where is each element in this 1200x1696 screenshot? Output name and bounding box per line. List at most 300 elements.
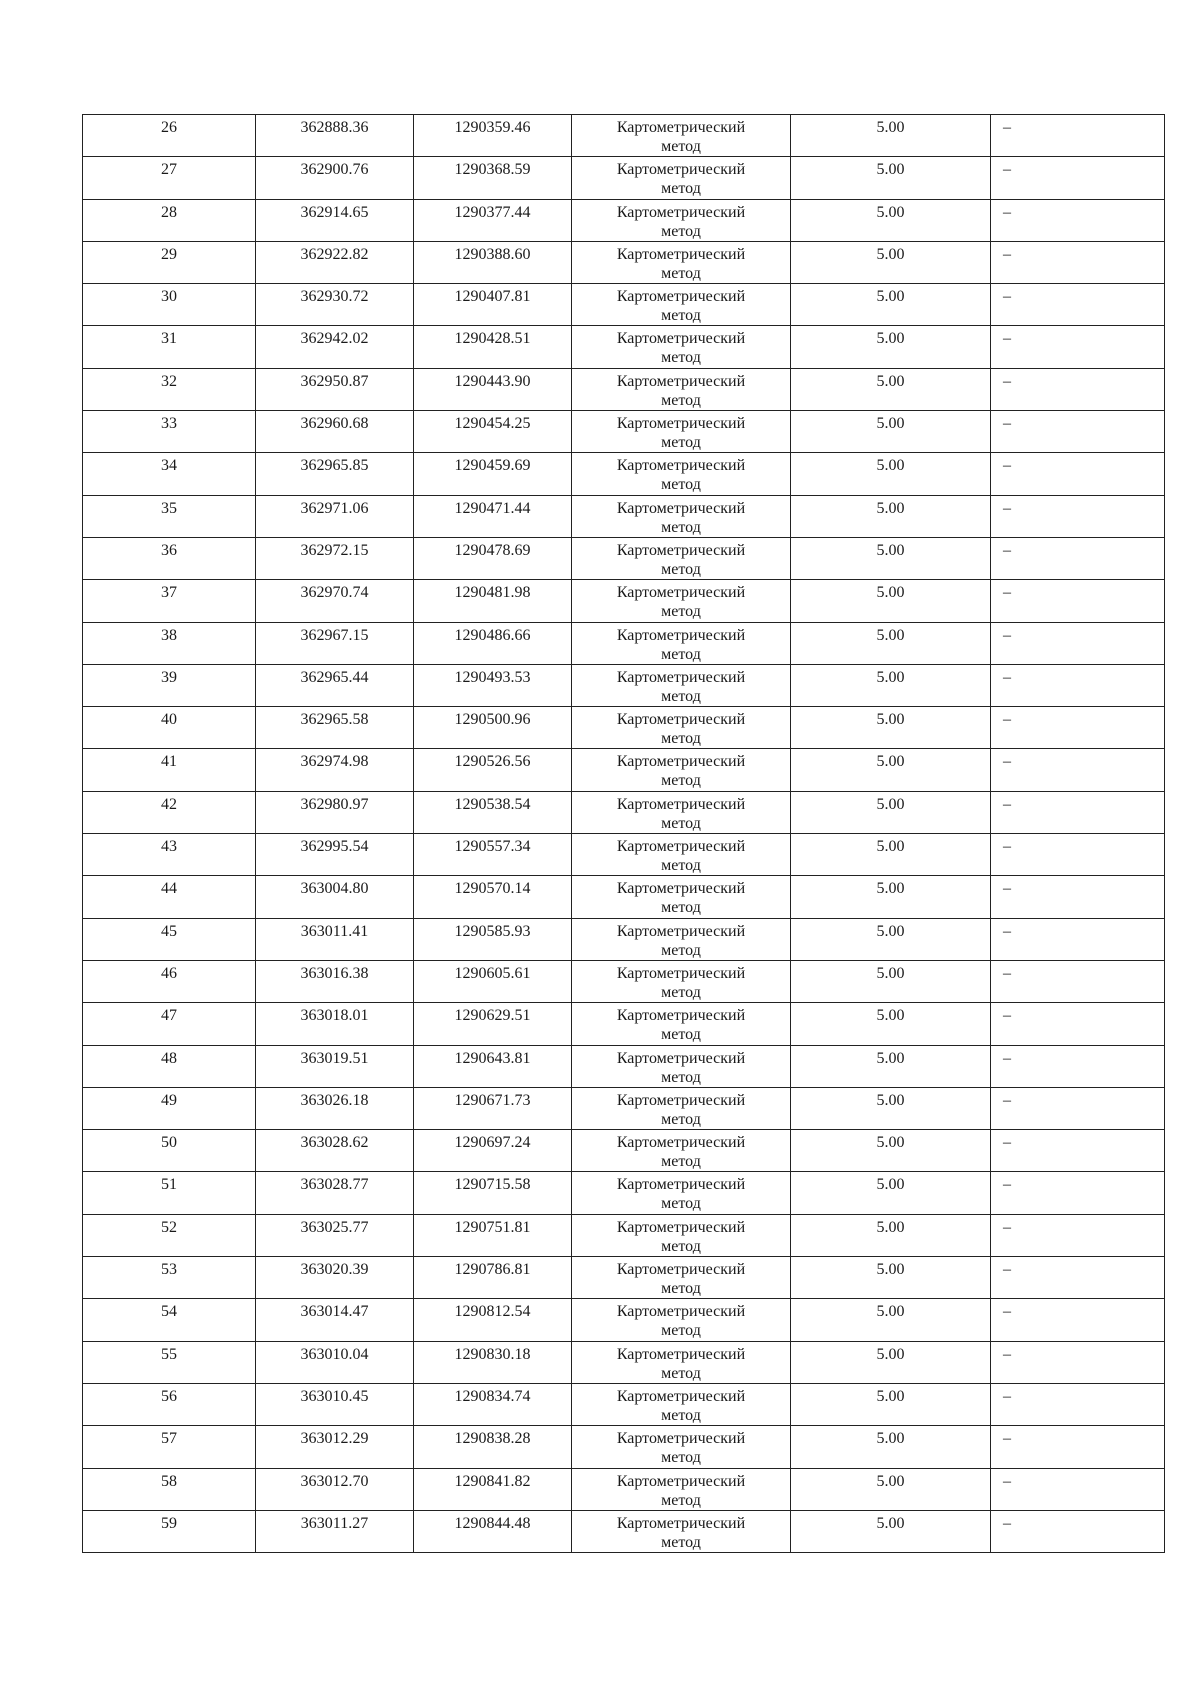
method-text — [572, 961, 790, 1002]
accuracy-cell-text: 5.00 — [876, 1472, 905, 1490]
coord-x-cell-text: 362888.36 — [300, 119, 369, 136]
accuracy-cell-text: 5.00 — [876, 668, 905, 686]
table-row — [83, 241, 1165, 283]
accuracy-cell-text: 5.00 — [876, 880, 905, 898]
description-cell — [991, 580, 1165, 622]
point-number-cell-text: 55 — [161, 1345, 177, 1363]
method-text — [572, 1003, 790, 1044]
table-row — [83, 1299, 1165, 1341]
description-cell — [991, 495, 1165, 537]
accuracy-cell — [791, 326, 991, 368]
description-cell — [991, 707, 1165, 749]
point-number-cell — [83, 1172, 256, 1214]
method-line2: метод — [661, 687, 701, 705]
coord-x-cell — [256, 1510, 414, 1552]
point-number-cell-text: 58 — [161, 1472, 177, 1490]
coord-x-cell — [256, 495, 414, 537]
method-line2: метод — [661, 518, 701, 536]
coord-x-cell-text: 362965.44 — [300, 668, 369, 686]
coord-y-cell-text: 1290715.58 — [454, 1176, 531, 1194]
point-number-cell-text: 57 — [161, 1430, 177, 1448]
coord-x-cell — [256, 453, 414, 495]
coord-x-cell-text: 363026.18 — [300, 1091, 369, 1109]
description-cell — [991, 1045, 1165, 1087]
accuracy-cell — [791, 157, 991, 199]
coord-x-cell-text: 363020.39 — [300, 1261, 369, 1279]
point-number-cell — [83, 453, 256, 495]
method-line1: Картометрический — [616, 584, 746, 602]
table-row — [83, 580, 1165, 622]
coord-x-cell — [256, 791, 414, 833]
method-text — [572, 919, 790, 960]
description-cell — [991, 1468, 1165, 1510]
description-cell — [991, 537, 1165, 579]
coord-y-cell — [414, 326, 572, 368]
description-cell — [991, 918, 1165, 960]
coord-y-cell-text: 1290841.82 — [454, 1472, 531, 1490]
coord-y-cell — [414, 453, 572, 495]
accuracy-cell — [791, 115, 991, 157]
method-line1: Картометрический — [616, 668, 746, 686]
method-line2: метод — [661, 1237, 701, 1255]
coord-y-cell-text: 1290751.81 — [454, 1218, 531, 1236]
coord-y-cell-text: 1290830.18 — [454, 1345, 531, 1363]
accuracy-cell-text: 5.00 — [876, 964, 905, 982]
description-cell — [991, 453, 1165, 495]
description-cell-text: – — [1003, 1218, 1011, 1236]
description-cell — [991, 1426, 1165, 1468]
method-line1: Картометрический — [616, 795, 746, 813]
method-cell — [572, 1045, 791, 1087]
table-row — [83, 960, 1165, 1002]
coord-x-cell — [256, 368, 414, 410]
coord-x-cell — [256, 1468, 414, 1510]
point-number-cell-text: 43 — [161, 838, 177, 856]
accuracy-cell — [791, 876, 991, 918]
point-number-cell-text: 30 — [161, 288, 177, 306]
accuracy-cell-text: 5.00 — [876, 1430, 905, 1448]
point-number-cell-text: 54 — [161, 1303, 177, 1321]
method-text — [572, 115, 790, 156]
accuracy-cell-text: 5.00 — [876, 1134, 905, 1152]
description-cell-text: – — [1003, 541, 1011, 559]
coordinates-table-body — [83, 115, 1165, 1553]
coord-y-cell-text: 1290388.60 — [454, 245, 531, 263]
accuracy-cell — [791, 1087, 991, 1129]
method-cell — [572, 918, 791, 960]
description-cell — [991, 326, 1165, 368]
method-cell — [572, 284, 791, 326]
accuracy-cell-text: 5.00 — [876, 499, 905, 517]
method-cell — [572, 876, 791, 918]
coord-x-cell-text: 362980.97 — [300, 795, 369, 813]
description-cell-text: – — [1003, 964, 1011, 982]
table-row — [83, 495, 1165, 537]
table-row — [83, 115, 1165, 157]
coord-x-cell-text: 363014.47 — [300, 1303, 369, 1321]
point-number-cell — [83, 411, 256, 453]
accuracy-cell — [791, 1130, 991, 1172]
point-number-cell-text: 33 — [161, 415, 177, 433]
description-cell-text: – — [1003, 711, 1011, 729]
coord-x-cell-text: 362930.72 — [300, 288, 369, 306]
coord-y-cell-text: 1290407.81 — [454, 288, 531, 306]
method-cell — [572, 707, 791, 749]
description-cell-text: – — [1003, 1387, 1011, 1405]
coord-x-cell — [256, 1130, 414, 1172]
method-line2: метод — [661, 222, 701, 240]
table-row — [83, 664, 1165, 706]
point-number-cell — [83, 115, 256, 157]
coord-y-cell-text: 1290697.24 — [454, 1134, 531, 1152]
method-line2: метод — [661, 1026, 701, 1044]
method-line1: Картометрический — [616, 203, 746, 221]
description-cell-text: – — [1003, 795, 1011, 813]
point-number-cell — [83, 495, 256, 537]
method-line1: Картометрический — [616, 161, 746, 179]
table-row — [83, 284, 1165, 326]
coord-x-cell-text: 363012.70 — [300, 1472, 369, 1490]
method-text — [572, 623, 790, 664]
point-number-cell-text: 44 — [161, 880, 177, 898]
coord-y-cell — [414, 157, 572, 199]
point-number-cell-text: 38 — [161, 626, 177, 644]
accuracy-cell-text: 5.00 — [876, 415, 905, 433]
method-line2: метод — [661, 1195, 701, 1213]
accuracy-cell-text: 5.00 — [876, 584, 905, 602]
description-cell-text: – — [1003, 626, 1011, 644]
accuracy-cell — [791, 918, 991, 960]
method-line1: Картометрический — [616, 1303, 746, 1321]
coord-x-cell — [256, 411, 414, 453]
method-cell — [572, 1341, 791, 1383]
point-number-cell — [83, 580, 256, 622]
description-cell-text: – — [1003, 330, 1011, 348]
point-number-cell — [83, 157, 256, 199]
method-line2: метод — [661, 264, 701, 282]
accuracy-cell-text: 5.00 — [876, 1176, 905, 1194]
method-text — [572, 580, 790, 621]
table-row — [83, 199, 1165, 241]
method-text — [572, 496, 790, 537]
description-cell — [991, 791, 1165, 833]
description-cell — [991, 622, 1165, 664]
coord-x-cell — [256, 622, 414, 664]
method-line1: Картометрический — [616, 1049, 746, 1067]
point-number-cell — [83, 876, 256, 918]
coord-y-cell — [414, 368, 572, 410]
point-number-cell — [83, 241, 256, 283]
accuracy-cell — [791, 1172, 991, 1214]
method-text — [572, 1384, 790, 1425]
accuracy-cell-text: 5.00 — [876, 1303, 905, 1321]
accuracy-cell-text: 5.00 — [876, 1218, 905, 1236]
coord-y-cell — [414, 918, 572, 960]
coord-x-cell-text: 362965.58 — [300, 711, 369, 729]
coord-x-cell — [256, 960, 414, 1002]
method-cell — [572, 241, 791, 283]
coord-x-cell — [256, 664, 414, 706]
coord-y-cell-text: 1290500.96 — [454, 711, 531, 729]
method-cell — [572, 453, 791, 495]
point-number-cell — [83, 1341, 256, 1383]
table-row — [83, 622, 1165, 664]
accuracy-cell — [791, 1214, 991, 1256]
method-text — [572, 1215, 790, 1256]
accuracy-cell-text: 5.00 — [876, 203, 905, 221]
method-line1: Картометрический — [616, 1387, 746, 1405]
coord-y-cell — [414, 1003, 572, 1045]
description-cell — [991, 1003, 1165, 1045]
table-row — [83, 1045, 1165, 1087]
coord-y-cell — [414, 834, 572, 876]
point-number-cell — [83, 1257, 256, 1299]
description-cell-text: – — [1003, 668, 1011, 686]
coord-x-cell-text: 363011.41 — [300, 922, 369, 940]
coord-y-cell — [414, 495, 572, 537]
coord-y-cell-text: 1290570.14 — [454, 880, 531, 898]
method-line1: Картометрический — [616, 838, 746, 856]
coord-y-cell — [414, 1383, 572, 1425]
point-number-cell-text: 56 — [161, 1387, 177, 1405]
accuracy-cell — [791, 791, 991, 833]
coord-y-cell — [414, 1257, 572, 1299]
coord-x-cell-text: 363010.04 — [300, 1345, 369, 1363]
coord-x-cell-text: 363004.80 — [300, 880, 369, 898]
accuracy-cell — [791, 1299, 991, 1341]
description-cell — [991, 115, 1165, 157]
coord-x-cell-text: 362922.82 — [300, 245, 369, 263]
accuracy-cell-text: 5.00 — [876, 922, 905, 940]
method-line1: Картометрический — [616, 1134, 746, 1152]
method-line2: метод — [661, 1153, 701, 1171]
method-text — [572, 876, 790, 917]
method-line1: Картометрический — [616, 330, 746, 348]
description-cell — [991, 1341, 1165, 1383]
accuracy-cell-text: 5.00 — [876, 753, 905, 771]
coord-x-cell — [256, 115, 414, 157]
description-cell-text: – — [1003, 1134, 1011, 1152]
table-row — [83, 791, 1165, 833]
point-number-cell — [83, 1087, 256, 1129]
method-line2: метод — [661, 180, 701, 198]
accuracy-cell — [791, 495, 991, 537]
method-text — [572, 538, 790, 579]
accuracy-cell-text: 5.00 — [876, 245, 905, 263]
table-row — [83, 749, 1165, 791]
point-number-cell-text: 49 — [161, 1091, 177, 1109]
table-row — [83, 1130, 1165, 1172]
coord-x-cell — [256, 1383, 414, 1425]
method-cell — [572, 411, 791, 453]
description-cell-text: – — [1003, 1514, 1011, 1532]
coord-x-cell-text: 363011.27 — [300, 1514, 369, 1532]
method-line1: Картометрический — [616, 753, 746, 771]
point-number-cell — [83, 1426, 256, 1468]
coord-y-cell — [414, 284, 572, 326]
coord-x-cell — [256, 1214, 414, 1256]
method-line1: Картометрический — [616, 626, 746, 644]
method-cell — [572, 1383, 791, 1425]
method-line1: Картометрический — [616, 245, 746, 263]
method-line2: метод — [661, 560, 701, 578]
description-cell-text: – — [1003, 838, 1011, 856]
description-cell — [991, 876, 1165, 918]
table-row — [83, 1383, 1165, 1425]
point-number-cell — [83, 834, 256, 876]
coord-x-cell — [256, 707, 414, 749]
coord-x-cell — [256, 749, 414, 791]
description-cell — [991, 1383, 1165, 1425]
coord-x-cell — [256, 1172, 414, 1214]
method-line1: Картометрический — [616, 499, 746, 517]
method-line2: метод — [661, 1491, 701, 1509]
method-line2: метод — [661, 476, 701, 494]
description-cell — [991, 1130, 1165, 1172]
coord-x-cell — [256, 157, 414, 199]
method-line2: метод — [661, 1533, 701, 1551]
accuracy-cell — [791, 834, 991, 876]
point-number-cell — [83, 1003, 256, 1045]
coord-x-cell — [256, 876, 414, 918]
coord-x-cell — [256, 1299, 414, 1341]
method-cell — [572, 791, 791, 833]
method-line1: Картометрический — [616, 711, 746, 729]
point-number-cell — [83, 749, 256, 791]
method-line1: Картометрический — [616, 1176, 746, 1194]
coord-y-cell — [414, 749, 572, 791]
description-cell-text: – — [1003, 203, 1011, 221]
coord-x-cell-text: 362974.98 — [300, 753, 369, 771]
table-row — [83, 707, 1165, 749]
table-row — [83, 537, 1165, 579]
method-line2: метод — [661, 941, 701, 959]
point-number-cell — [83, 1383, 256, 1425]
coord-y-cell — [414, 622, 572, 664]
method-cell — [572, 495, 791, 537]
method-cell — [572, 664, 791, 706]
point-number-cell-text: 36 — [161, 541, 177, 559]
coord-y-cell — [414, 1510, 572, 1552]
description-cell — [991, 1214, 1165, 1256]
coord-x-cell-text: 363025.77 — [300, 1218, 369, 1236]
description-cell — [991, 368, 1165, 410]
method-cell — [572, 1257, 791, 1299]
table-row — [83, 453, 1165, 495]
method-line1: Картометрический — [616, 1218, 746, 1236]
point-number-cell — [83, 284, 256, 326]
method-cell — [572, 368, 791, 410]
method-line2: метод — [661, 603, 701, 621]
method-cell — [572, 1130, 791, 1172]
method-line2: метод — [661, 814, 701, 832]
method-text — [572, 1511, 790, 1552]
coord-x-cell — [256, 537, 414, 579]
accuracy-cell — [791, 1003, 991, 1045]
accuracy-cell — [791, 1045, 991, 1087]
method-text — [572, 1046, 790, 1087]
method-text — [572, 369, 790, 410]
coord-y-cell — [414, 960, 572, 1002]
method-line2: метод — [661, 1364, 701, 1382]
coord-x-cell-text: 362971.06 — [300, 499, 369, 517]
method-cell — [572, 1299, 791, 1341]
method-cell — [572, 115, 791, 157]
point-number-cell-text: 41 — [161, 753, 177, 771]
method-line2: метод — [661, 391, 701, 409]
coord-y-cell — [414, 537, 572, 579]
method-line2: метод — [661, 730, 701, 748]
point-number-cell — [83, 1214, 256, 1256]
method-cell — [572, 1510, 791, 1552]
coord-x-cell-text: 363028.77 — [300, 1176, 369, 1194]
coord-y-cell — [414, 580, 572, 622]
point-number-cell — [83, 326, 256, 368]
table-row — [83, 1257, 1165, 1299]
coord-y-cell — [414, 1341, 572, 1383]
method-line2: метод — [661, 349, 701, 367]
description-cell — [991, 834, 1165, 876]
method-line1: Картометрический — [616, 1091, 746, 1109]
method-cell — [572, 1087, 791, 1129]
method-text — [572, 1426, 790, 1467]
accuracy-cell-text: 5.00 — [876, 457, 905, 475]
accuracy-cell-text: 5.00 — [876, 626, 905, 644]
description-cell-text: – — [1003, 1345, 1011, 1363]
description-cell — [991, 1087, 1165, 1129]
accuracy-cell-text: 5.00 — [876, 711, 905, 729]
point-number-cell — [83, 1510, 256, 1552]
accuracy-cell — [791, 199, 991, 241]
method-line1: Картометрический — [616, 1514, 746, 1532]
coord-x-cell-text: 362960.68 — [300, 415, 369, 433]
coord-y-cell-text: 1290428.51 — [454, 330, 531, 348]
method-text — [572, 1299, 790, 1340]
method-text — [572, 284, 790, 325]
coord-x-cell-text: 363010.45 — [300, 1387, 369, 1405]
accuracy-cell-text: 5.00 — [876, 330, 905, 348]
description-cell — [991, 241, 1165, 283]
description-cell-text: – — [1003, 1007, 1011, 1025]
coord-y-cell — [414, 115, 572, 157]
coord-x-cell — [256, 918, 414, 960]
coord-y-cell-text: 1290812.54 — [454, 1303, 531, 1321]
coord-y-cell — [414, 791, 572, 833]
coord-x-cell — [256, 1045, 414, 1087]
accuracy-cell — [791, 537, 991, 579]
coord-y-cell-text: 1290454.25 — [454, 415, 531, 433]
description-cell — [991, 749, 1165, 791]
coord-y-cell-text: 1290844.48 — [454, 1514, 531, 1532]
table-row — [83, 368, 1165, 410]
method-text — [572, 1172, 790, 1213]
method-cell — [572, 580, 791, 622]
method-line1: Картометрический — [616, 119, 746, 136]
method-line1: Картометрический — [616, 372, 746, 390]
table-row — [83, 1087, 1165, 1129]
description-cell-text: – — [1003, 1049, 1011, 1067]
point-number-cell — [83, 707, 256, 749]
method-line1: Картометрический — [616, 541, 746, 559]
method-text — [572, 326, 790, 367]
description-cell — [991, 284, 1165, 326]
coord-x-cell-text: 363019.51 — [300, 1049, 369, 1067]
coord-y-cell-text: 1290629.51 — [454, 1007, 531, 1025]
method-text — [572, 453, 790, 494]
method-cell — [572, 960, 791, 1002]
method-cell — [572, 1172, 791, 1214]
coord-x-cell-text: 362995.54 — [300, 838, 369, 856]
